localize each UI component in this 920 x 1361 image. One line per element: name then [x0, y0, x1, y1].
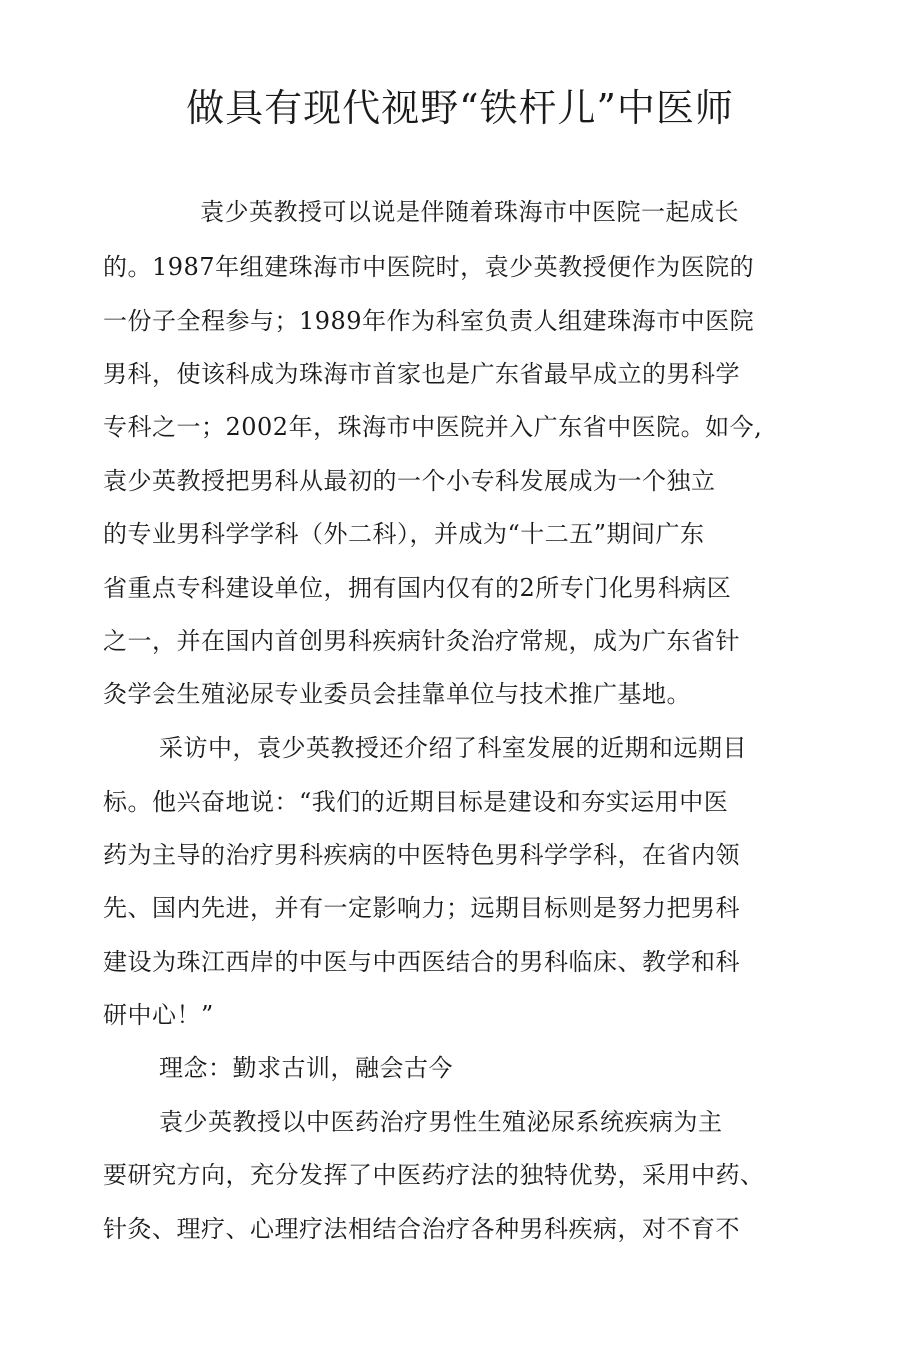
paragraph-line: 先、国内先进，并有一定影响力；远期目标则是努力把男科 [103, 894, 740, 922]
paragraph-line: 之一，并在国内首创男科疾病针灸治疗常规，成为广东省针 [103, 627, 740, 655]
paragraph-line: 采访中，袁少英教授还介绍了科室发展的近期和远期目 [159, 734, 747, 762]
paragraph-line: 袁少英教授以中医药治疗男性生殖泌尿系统疾病为主 [159, 1108, 723, 1136]
paragraph-line: 药为主导的治疗男科疾病的中医特色男科学学科，在省内领 [103, 841, 740, 869]
paragraph-line: 针灸、理疗、心理疗法相结合治疗各种男科疾病，对不育不 [103, 1215, 740, 1243]
paragraph-line: 灸学会生殖泌尿专业委员会挂靠单位与技术推广基地。 [103, 680, 691, 708]
paragraph-line: 的专业男科学学科（外二科），并成为“十二五”期间广东 [103, 520, 705, 548]
paragraph-line: 要研究方向，充分发挥了中医药疗法的独特优势，采用中药、 [103, 1161, 765, 1189]
paragraph-line: 袁少英教授可以说是伴随着珠海市中医院一起成长 [200, 198, 739, 226]
paragraph-line: 袁少英教授把男科从最初的一个小专科发展成为一个独立 [103, 467, 716, 495]
paragraph-line: 省重点专科建设单位，拥有国内仅有的2所专门化男科病区 [103, 574, 732, 602]
paragraph-line: 专科之一；2002年，珠海市中医院并入广东省中医院。如今, [103, 413, 763, 441]
section-heading: 理念：勤求古训，融会古今 [159, 1054, 453, 1082]
paragraph-line: 一份子全程参与；1989年作为科室负责人组建珠海市中医院 [103, 307, 755, 335]
paragraph-line: 研中心！” [103, 1001, 214, 1029]
paragraph-line: 标。他兴奋地说：“我们的近期目标是建设和夯实运用中医 [103, 788, 729, 816]
paragraph-line: 的。1987年组建珠海市中医院时，袁少英教授便作为医院的 [103, 253, 755, 281]
paragraph-line: 男科，使该科成为珠海市首家也是广东省最早成立的男科学 [103, 360, 740, 388]
paragraph-line: 建设为珠江西岸的中医与中西医结合的男科临床、教学和科 [103, 948, 740, 976]
document-title: 做具有现代视野“铁杆儿”中医师 [186, 86, 734, 130]
